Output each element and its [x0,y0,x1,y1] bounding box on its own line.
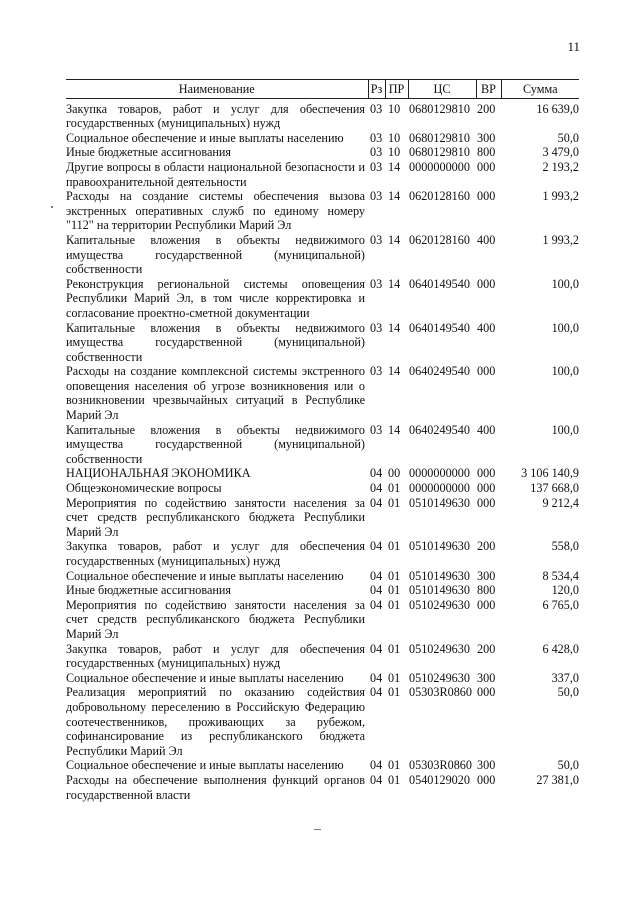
budget-table [66,79,579,802]
row-rz: 04 [370,772,383,787]
row-rz: 03 [370,189,383,204]
table-row [66,189,579,233]
row-pr: 00 [388,466,401,481]
row-rz: 04 [370,641,383,656]
row-pr: 14 [388,276,401,291]
row-rz: 03 [370,101,383,116]
row-pr: 01 [388,481,401,496]
row-pr: 10 [388,130,401,145]
row-pr: 01 [388,597,401,612]
header-name: Наименование [66,80,368,99]
row-sum: 337,0 [551,670,579,685]
row-sum: 137 668,0 [530,481,579,496]
row-name: Закупка товаров, работ и услуг для обеспечения государственных (муниципальных) нужд [66,101,365,131]
row-vr: 200 [477,101,496,116]
row-vr: 000 [477,685,496,700]
row-rz: 03 [370,276,383,291]
row-name: Закупка товаров, работ и услуг для обеспечения государственных (муниципальных) нужд [66,539,365,568]
row-name: Иные бюджетные ассигнования [66,145,232,160]
table-row [66,569,579,584]
row-vr: 300 [477,568,496,583]
row-rz: 04 [370,466,383,481]
row-name: Расходы на создание комплексной системы экстренного оповещения населения об угрозе возникновения или о возникновении чрезвычайных ситуаций в Республике Марий Эл [66,364,365,423]
row-name: Расходы на создание системы обеспечения вызова экстренных оперативных служб по единому номеру "112" на территории Республики Марий Эл [66,189,365,233]
row-pr: 01 [388,583,401,598]
table-row [66,671,579,686]
row-rz: 03 [370,320,383,335]
row-sum: 100,0 [551,422,579,437]
row-sum: 2 193,2 [542,159,579,174]
row-cs: 0640249540 [409,422,470,437]
row-pr: 01 [388,685,401,700]
row-name: Реконструкция региональной системы оповещения Республики Марий Эл, в том числе корректировка и согласование проектно-сметной документации [66,276,365,320]
row-vr: 300 [477,670,496,685]
row-cs: 0000000000 [409,466,470,481]
row-cs: 0680129810 [409,145,470,160]
row-vr: 000 [477,772,496,787]
row-vr: 400 [477,422,496,437]
scan-speck [51,206,53,208]
row-sum: 1 993,2 [542,232,579,247]
row-name: Социальное обеспечение и иные выплаты населению [66,130,344,145]
row-rz: 03 [370,145,383,160]
table-row [66,773,579,802]
row-cs: 05303R0860 [409,685,472,700]
row-sum: 6 428,0 [542,641,579,656]
row-cs: 0510249630 [409,670,470,685]
table-row [66,685,579,758]
row-sum: 27 381,0 [536,772,579,787]
header-cs: ЦС [408,80,476,99]
row-name: Капитальные вложения в объекты недвижимого имущества государственной (муниципальной) собственности [66,422,365,466]
row-name: Мероприятия по содействию занятости населения за счет средств республиканского бюджета Республики Марий Эл [66,495,365,539]
row-sum: 3 106 140,9 [521,466,579,481]
row-rz: 04 [370,539,383,554]
row-pr: 01 [388,758,401,773]
table-row [66,277,579,321]
row-rz: 04 [370,758,383,773]
row-vr: 000 [477,159,496,174]
row-cs: 0640149540 [409,320,470,335]
row-name: Закупка товаров, работ и услуг для обеспечения государственных (муниципальных) нужд [66,641,365,671]
row-vr: 800 [477,145,496,160]
row-cs: 0620128160 [409,189,470,204]
row-name: Реализация мероприятий по оказанию содействия добровольному переселению в Российскую Федерацию соотечественников, проживающих за рубежом, софинансирование из республиканского бюджета Республики Марий Эл [66,685,365,758]
row-pr: 01 [388,670,401,685]
row-vr: 400 [477,232,496,247]
row-pr: 10 [388,145,401,160]
header-rz: Рз [368,80,385,99]
row-rz: 03 [370,364,383,379]
row-pr: 01 [388,539,401,554]
row-cs: 0510149630 [409,568,470,583]
row-name: Капитальные вложения в объекты недвижимого имущества государственной (муниципальной) собственности [66,320,365,364]
row-rz: 04 [370,495,383,510]
row-name: Общеэкономические вопросы [66,481,222,496]
header-sum: Сумма [501,80,579,99]
row-sum: 100,0 [551,364,579,379]
table-row [66,98,579,131]
table-row [66,423,579,467]
row-vr: 300 [477,130,496,145]
row-pr: 01 [388,568,401,583]
row-rz: 03 [370,130,383,145]
row-cs: 0620128160 [409,232,470,247]
row-name: Социальное обеспечение и иные выплаты населению [66,758,344,773]
row-name: Другие вопросы в области национальной безопасности и правоохранительной деятельности [66,159,365,189]
row-rz: 03 [370,232,383,247]
row-rz: 04 [370,583,383,598]
page-number: 11 [567,39,580,54]
row-pr: 01 [388,772,401,787]
row-rz: 04 [370,597,383,612]
table-row [66,539,579,568]
table-row [66,598,579,642]
row-vr: 000 [477,495,496,510]
table-body [66,98,579,802]
row-rz: 04 [370,481,383,496]
row-vr: 000 [477,276,496,291]
row-cs: 0510149630 [409,583,470,598]
row-vr: 800 [477,583,496,598]
row-vr: 000 [477,364,496,379]
row-name: Расходы на обеспечение выполнения функций органов государственной власти [66,772,365,802]
row-cs: 0640249540 [409,364,470,379]
table-row [66,481,579,496]
header-vr: ВР [476,80,501,99]
row-sum: 120,0 [551,583,579,598]
table-row [66,160,579,189]
row-cs: 0000000000 [409,159,470,174]
table-row [66,233,579,277]
row-pr: 14 [388,159,401,174]
row-vr: 000 [477,597,496,612]
table-row [66,758,579,773]
row-cs: 0510249630 [409,641,470,656]
row-sum: 558,0 [551,539,579,554]
table-row [66,642,579,671]
row-vr: 300 [477,758,496,773]
row-cs: 0000000000 [409,481,470,496]
row-pr: 01 [388,495,401,510]
row-sum: 50,0 [557,130,579,145]
row-name: Капитальные вложения в объекты недвижимого имущества государственной (муниципальной) собственности [66,232,365,277]
table-row [66,583,579,598]
row-sum: 6 765,0 [542,597,579,612]
table-header-row [66,80,579,99]
row-cs: 0680129810 [409,101,470,116]
row-cs: 05303R0860 [409,758,472,773]
table-row [66,466,579,481]
row-sum: 50,0 [557,758,579,773]
row-rz: 03 [370,159,383,174]
row-pr: 14 [388,422,401,437]
row-sum: 16 639,0 [536,101,579,116]
table-row [66,364,579,422]
row-sum: 100,0 [551,320,579,335]
row-vr: 000 [477,466,496,481]
row-cs: 0510149630 [409,495,470,510]
row-pr: 14 [388,232,401,247]
row-name: Социальное обеспечение и иные выплаты населению [66,670,344,685]
row-rz: 04 [370,670,383,685]
table-row [66,145,579,160]
row-cs: 0640149540 [409,276,470,291]
row-pr: 14 [388,189,401,204]
row-pr: 14 [388,320,401,335]
row-sum: 3 479,0 [542,145,579,160]
row-name: Социальное обеспечение и иные выплаты населению [66,568,344,583]
table-row [66,321,579,365]
table-row [66,131,579,146]
scan-mark [314,829,321,830]
row-cs: 0510149630 [409,539,470,554]
row-cs: 0540129020 [409,772,470,787]
row-sum: 50,0 [557,685,579,700]
row-pr: 10 [388,101,401,116]
row-rz: 03 [370,422,383,437]
row-name: НАЦИОНАЛЬНАЯ ЭКОНОМИКА [66,466,251,481]
row-vr: 000 [477,189,496,204]
header-pr: ПР [385,80,408,99]
row-vr: 200 [477,539,496,554]
row-sum: 8 534,4 [542,568,579,583]
row-sum: 9 212,4 [542,495,579,510]
row-rz: 04 [370,685,383,700]
table-row [66,496,579,540]
row-vr: 200 [477,641,496,656]
row-rz: 04 [370,568,383,583]
row-name: Иные бюджетные ассигнования [66,583,232,598]
row-sum: 1 993,2 [542,189,579,204]
row-cs: 0510249630 [409,597,470,612]
row-name: Мероприятия по содействию занятости населения за счет средств республиканского бюджета Республики Марий Эл [66,597,365,641]
row-pr: 01 [388,641,401,656]
row-pr: 14 [388,364,401,379]
row-vr: 400 [477,320,496,335]
row-vr: 000 [477,481,496,496]
row-sum: 100,0 [551,276,579,291]
row-cs: 0680129810 [409,130,470,145]
